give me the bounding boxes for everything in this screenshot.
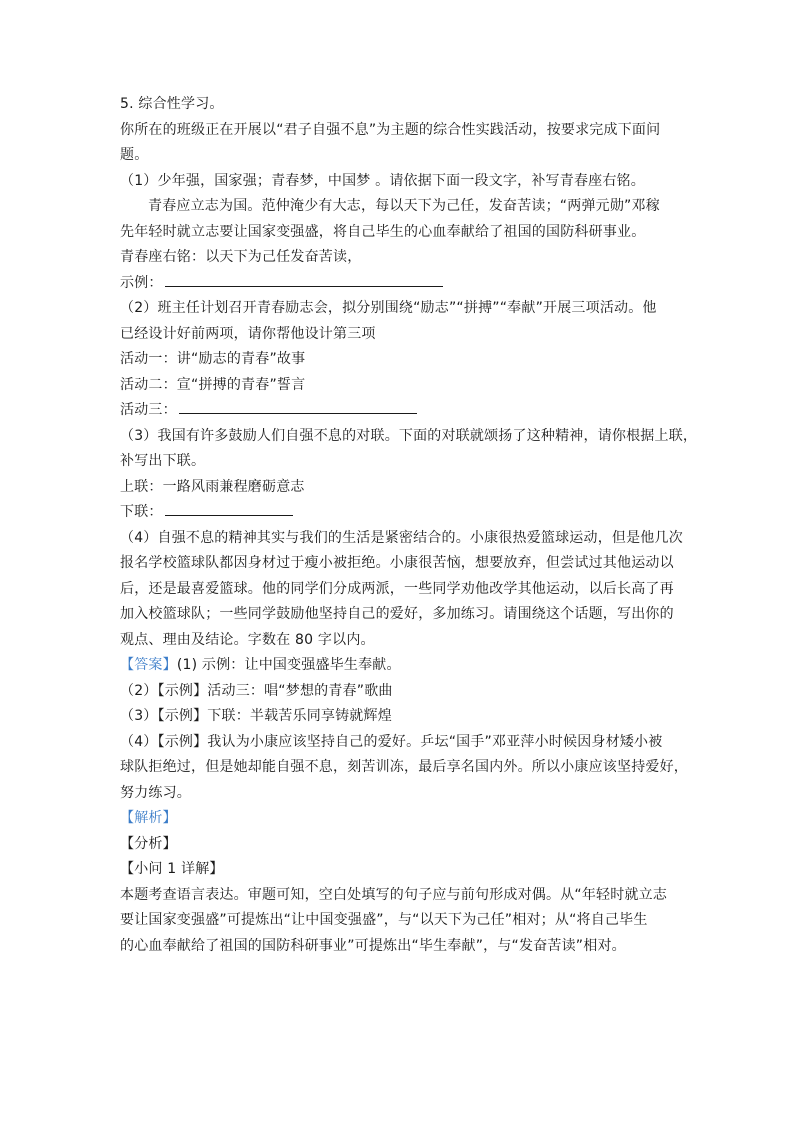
question-title: 5. 综合性学习。 (120, 96, 224, 112)
answer-2: （2）【示例】活动三：唱“梦想的青春”歌曲 (120, 682, 393, 699)
answer-4-line-1: （4）【示例】我认为小康应该坚持自己的爱好。乒坛“国手”邓亚萍小时候因身材矮小被 (120, 733, 663, 750)
analysis-sub-tag: 【分析】 (120, 835, 177, 852)
q1-passage-line-1: 青春应立志为国。范仲淹少有大志，每以天下为己任，发奋苦读；“两弹元勋”邓稼 (148, 198, 660, 214)
q3-lower-label: 下联： (120, 504, 163, 520)
q3-answer-blank[interactable] (165, 501, 293, 516)
q4-prompt-line-5: 观点、理由及结论。字数在 80 字以内。 (120, 631, 375, 648)
q2-prompt-line-1: （2）班主任计划召开青春励志会，拟分别围绕“励志”“拼搏”“奉献”开展三项活动。他 (120, 300, 657, 316)
q3-prompt-line-2: 补写出下联。 (120, 453, 206, 469)
q2-answer-blank[interactable] (179, 399, 417, 414)
q1-answer-blank[interactable] (165, 272, 443, 287)
q2-activity-2: 活动二：宣“拼搏的青春”誓言 (120, 376, 306, 393)
analysis-text-line-2: 要让国家变强盛”可提炼出“让中国变强盛”，与“以天下为己任”相对；从“将自己毕生 (120, 912, 648, 928)
question-intro-line-2: 题。 (120, 147, 149, 163)
analysis-text-line-1: 本题考查语言表达。审题可知，空白处填写的句子应与前句形成对偶。从“年轻时就立志 (120, 886, 668, 903)
q2-activity-3-label: 活动三： (120, 402, 177, 418)
answer-4-line-2: 球队拒绝过，但是她却能自强不息，刻苦训冻，最后享名国内外。所以小康应该坚持爱好， (120, 759, 688, 775)
document-page (120, 92, 698, 959)
analysis-text-line-3: 的心血奉献给了祖国的国防科研事业”可提炼出“毕生奉献”，与“发奋苦读”相对。 (120, 937, 626, 954)
q1-motto: 青春座右铭：以天下为己任发奋苦读， (120, 249, 362, 265)
q3-lower-row (120, 500, 680, 526)
q1-example-row (120, 271, 680, 297)
analysis-detail-tag: 【小问 1 详解】 (120, 861, 224, 877)
q1-prompt: （1）少年强，国家强；青春梦，中国梦 。请依据下面一段文字，补写青春座右铭。 (120, 172, 645, 189)
q2-prompt-line-2: 已经设计好前两项，请你帮他设计第三项 (120, 325, 376, 342)
analysis-tag: 【解析】 (120, 810, 177, 826)
answer-3: （3）【示例】下联：半载苦乐同享铸就辉煌 (120, 708, 392, 724)
q3-upper-couplet: 上联：一路风雨兼程磨砺意志 (120, 478, 305, 495)
q4-prompt-line-2: 报名学校篮球队都因身材过于瘦小被拒绝。小康很苦恼，想要放弃，但尝试过其他运动以 (120, 555, 674, 571)
question-intro-line-1: 你所在的班级正在开展以“君子自强不息”为主题的综合性实践活动，按要求完成下面问 (120, 121, 661, 138)
q4-prompt-line-3: 后，还是最喜爱篮球。他的同学们分成两派，一些同学劝他改学其他运动，以后长高了再 (120, 580, 674, 597)
q4-prompt-line-4: 加入校篮球队；一些同学鼓励他坚持自己的爱好，多加练习。请围绕这个话题，写出你的 (120, 606, 674, 622)
q4-prompt-line-1: （4）自强不息的精神其实与我们的生活是紧密结合的。小康很热爱篮球运动，但是他几次 (120, 529, 683, 546)
q2-activity-3-row (120, 398, 680, 424)
answer-1: (1) 示例：让中国变强盛毕生奉献。 (176, 657, 401, 673)
answer-tag: 【答案】 (120, 657, 177, 673)
q1-passage-line-2: 先年轻时就立志要让国家变强盛，将自己毕生的心血奉献给了祖国的国防科研事业。 (120, 223, 646, 240)
q1-example-label: 示例： (120, 274, 163, 291)
q3-prompt-line-1: （3）我国有许多鼓励人们自强不息的对联。下面的对联就颂扬了这种精神，请你根据上联， (120, 427, 698, 444)
answer-4-line-3: 努力练习。 (120, 784, 191, 801)
q2-activity-1: 活动一：讲“励志的青春”故事 (120, 351, 306, 367)
answer-row-1 (120, 653, 680, 679)
